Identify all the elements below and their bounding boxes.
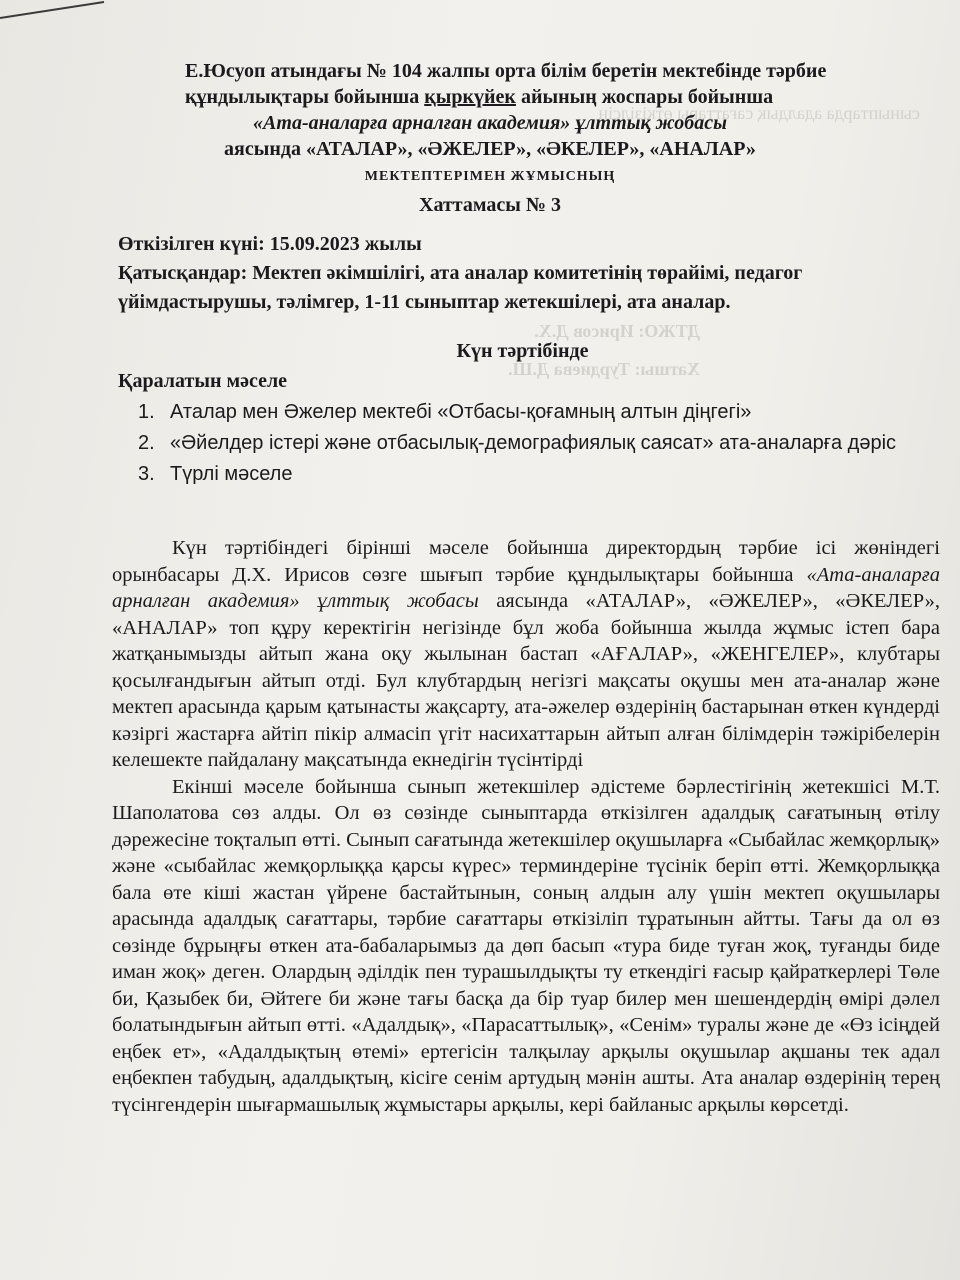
header-project-name: «Ата-аналарға арналған академия» ұлттық жобасы: [253, 112, 727, 134]
agenda-item-text: Аталар мен Әжелер мектебі «Отбасы-қоғамның алтын діңгегі»: [170, 401, 752, 423]
paragraph-1-end: аясында «АТАЛАР», «ӘЖЕЛЕР», «ӘКЕЛЕР», «АНАЛАР» топ құру керектігін негізінде бұл жоба бойынша жылда жұмыс істеп бара жатқанымызды айтып жана оқу жылынан бастап «АҒАЛАР», «ЖЕНГЕЛЕР», клубтары қосылғандығын айтып отді. Бул клубтардың негізгі мақсаты оқушы мен ата-аналар және мектеп арасында қарым қатынасты жақсарту, ата-әжелер өздерінің бастарынан өткен күндерді кәзіргі жастарға айтіп пікір алмасіп үгіт насихаттарын айтып алған білімдерін тәжірібелерін келешекте пайдалану мақсатында екнедігін түсінтірді: [112, 590, 940, 771]
header-line-2: [130, 84, 850, 110]
issue-label: Қаралатын мәселе: [118, 370, 288, 392]
header-month: қыркүйек: [424, 86, 516, 108]
paragraph-second-issue: Екінші мәселе бойынша сынып жетекшілер әдістеме бәрлестігінің жетекшісі М.Т. Шаполатова сөз алды. Ол өз сөзінде сыныптарда өткізілген адалдық сағатының өтілу дәрежесіне тоқталып өтті. Сынып сағатында жетекшілер оқушыларға «Сыбайлас жемқорлық» және «сыбайлас жемқорлыққа қарсы күрес» терминдеріне түсінік беріп өтті. Жемқорлыққа бала өте кіші жастан үйрене бастайтынын, соның алдын алу үшін мектеп оқушылары арасында адалдық сағаттары, тәрбие сағаттары өткізіліп тұратынын айтты. Тағы да ол өз сөзінде бұрыңғы өткен ата-бабаларымыз да дөп басып «тура биде туған жоқ, туғанды биде иман жоқ» деген. Олардың әділдік пен турашылдықты ту еткендігі ғасыр қайраткерлері Төле би, Қазыбек би, Әйтеге би және тағы басқа да бір туар билер мен шешендердің өмірі дәлел болатындығын айтып өтті. «Адалдық», «Парасаттылық», «Сенім» туралы және де «Өз ісіңдей еңбек ет», «Адалдықтың өтемі» ертегісін талқылау арқылы оқушылар ақшаны тек адал еңбекпен табудың, адалдықтың, кісіге сенім артудың мәнін ашты. Ата аналар өздерінің терең түсінгендерін шығармашылық жұмыстары арқылы, кері байланыс арқылы көрсетді.: [112, 775, 940, 1116]
show-through-text-c: Хатшы: Турдиева Д.Ш.: [508, 359, 700, 379]
participants-line-1: Қатысқандар: Мектеп әкімшілігі, ата аналар комитетінің төрайімі, педагог: [118, 262, 803, 284]
agenda-item-number: 1.: [138, 401, 155, 423]
agenda-list: [138, 398, 928, 491]
show-through-text-a: сыныптарда адалдық сағаттары өткізілсін: [598, 103, 920, 123]
header-line-1: Е.Юсуоп атындағы № 104 жалпы орта білім беретін мектебінде тәрбие: [185, 60, 827, 82]
paragraph-1-project: «Ата-аналарға арналған академия» ұлттық жобасы: [112, 563, 940, 612]
agenda-item: [138, 460, 928, 491]
paragraph-first-issue: [112, 535, 940, 774]
header-line-4: аясында «АТАЛАР», «ӘЖЕЛЕР», «ӘКЕЛЕР», «АНАЛАР»: [224, 138, 756, 160]
header-line-2-start: құндылықтары бойынша: [185, 86, 425, 108]
paragraph-1-start: Күн тәртібіндегі бірінші мәселе бойынша директордың тәрбие ісі жөніндегі орынбасары Д.Х. Ирисов сөзге шығып тәрбие құндылықтары бойынша: [112, 537, 940, 586]
agenda-item-number: 3.: [138, 463, 155, 485]
agenda-item-number: 2.: [138, 432, 155, 454]
minutes-body: [112, 535, 940, 1118]
pen-mark: [0, 0, 110, 30]
agenda-item: [138, 429, 928, 460]
agenda-item: [138, 398, 928, 429]
header-line-2-end: айының жоспары бойынша: [515, 86, 774, 108]
agenda-title: Күн тәртібінде: [456, 340, 589, 362]
document-header: [130, 58, 850, 218]
show-through-text-b: ДТЖО: Ирисов Д.Х.: [534, 321, 700, 341]
document-title: Хаттамасы № 3: [419, 194, 561, 216]
participants-line-2: үйімдастырушы, тәлімгер, 1-11 сыныптар жетекшілері, ата аналар.: [118, 291, 731, 313]
header-line-5: МЕКТЕПТЕРІМЕН ЖҰМЫСНЫҢ: [364, 169, 616, 184]
meeting-date: Өткізілген күні: 15.09.2023 жылы: [118, 233, 422, 255]
agenda-item-text: Түрлі мәселе: [170, 463, 293, 485]
agenda-item-text: «Әйелдер істері және отбасылық-демографиялық саясат» ата-аналарға дәріс: [170, 432, 897, 454]
meeting-meta: [118, 230, 918, 317]
